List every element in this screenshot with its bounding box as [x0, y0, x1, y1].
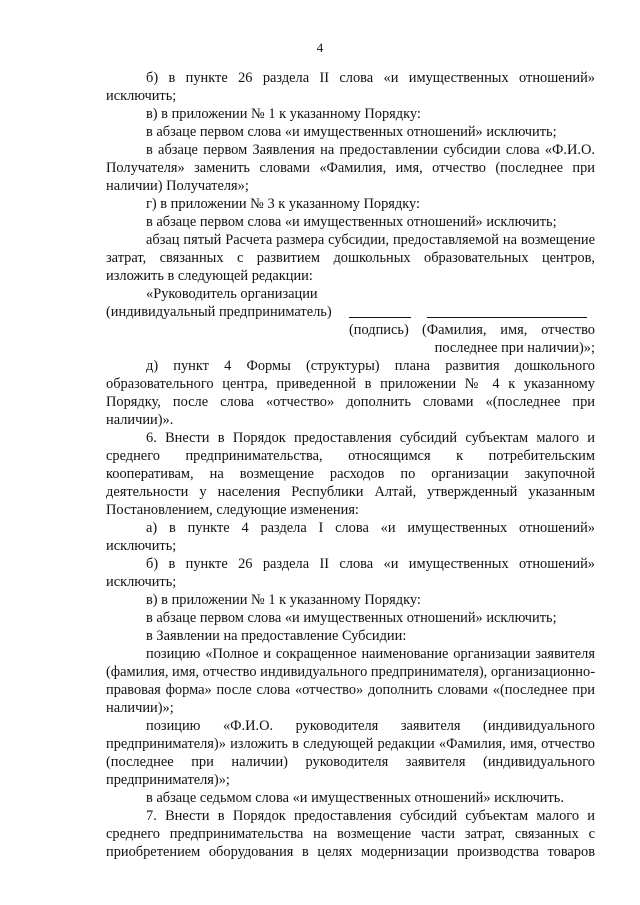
paragraph: в абзаце седьмом слова «и имущественных отношений» исключить. — [146, 790, 564, 806]
signature-line-row — [106, 303, 595, 321]
name-caption-continued: последнее при наличии)»; — [434, 340, 595, 356]
paragraph: в Заявлении на предоставление Субсидии: — [146, 628, 407, 644]
paragraph: д) пункт 4 Формы (структуры) плана развития дошкольного образовательного центра, приведенной в приложении № 4 к указанному Порядку, после слова «отчество» дополнить словами «(последнее при наличии)». — [106, 358, 595, 428]
paragraph: б) в пункте 26 раздела II слова «и имущественных отношений» исключить; — [106, 70, 595, 104]
signature-caption: (подпись) — [349, 322, 409, 338]
paragraph: позицию «Ф.И.О. руководителя заявителя (индивидуального предпринимателя)» изложить в следующей редакции «Фамилия, имя, отчество (последнее при наличии) руководителя заявителя (индивидуального предпринимателя)»; — [106, 718, 595, 788]
signature-caption-row-2 — [106, 339, 595, 357]
paragraph: в абзаце первом Заявления на предоставлении субсидии слова «Ф.И.О. Получателя» заменить словами «Фамилия, имя, отчество (последнее при наличии) Получателя»; — [106, 142, 595, 194]
signature-label: (индивидуальный предприниматель) — [106, 304, 332, 320]
page-number: 4 — [316, 40, 324, 55]
paragraph: в абзаце первом слова «и имущественных отношений» исключить; — [146, 214, 557, 230]
name-blank — [427, 317, 587, 318]
name-caption: (Фамилия, имя, отчество — [422, 322, 595, 338]
paragraph: в абзаце первом слова «и имущественных отношений» исключить; — [146, 124, 557, 140]
paragraph: 6. Внести в Порядок предоставления субсидий субъектам малого и среднего предпринимательства, относящимся к потребительским кооперативам, на возмещение расходов по организации закупочной деятельности у населения Республики Алтай, утвержденный указанным Постановлением, следующие изменения: — [106, 430, 595, 518]
paragraph: г) в приложении № 3 к указанному Порядку: — [146, 196, 421, 212]
paragraph: в абзаце первом слова «и имущественных отношений» исключить; — [146, 610, 557, 626]
paragraph: а) в пункте 4 раздела I слова «и имущественных отношений» исключить; — [106, 520, 595, 554]
paragraph: позицию «Полное и сокращенное наименование организации заявителя (фамилия, имя, отчество индивидуального предпринимателя), организационно-правовая форма» после слова «отчество» дополнить словами «(последнее при наличии)»; — [106, 646, 595, 716]
paragraph: 7. Внести в Порядок предоставления субсидий субъектам малого и среднего предпринимательства на возмещение части затрат, связанных с приобретением оборудования в целях модернизации производства товаров — [106, 808, 595, 860]
signature-caption-row — [106, 321, 595, 339]
document-body — [106, 69, 595, 861]
paragraph: «Руководитель организации — [146, 286, 318, 302]
paragraph: б) в пункте 26 раздела II слова «и имущественных отношений» исключить; — [106, 556, 595, 590]
signature-blank — [349, 317, 411, 318]
paragraph: в) в приложении № 1 к указанному Порядку: — [146, 592, 421, 608]
paragraph: абзац пятый Расчета размера субсидии, предоставляемой на возмещение затрат, связанных с развитием дошкольных образовательных центров, изложить в следующей редакции: — [106, 232, 595, 284]
paragraph: в) в приложении № 1 к указанному Порядку: — [146, 106, 421, 122]
